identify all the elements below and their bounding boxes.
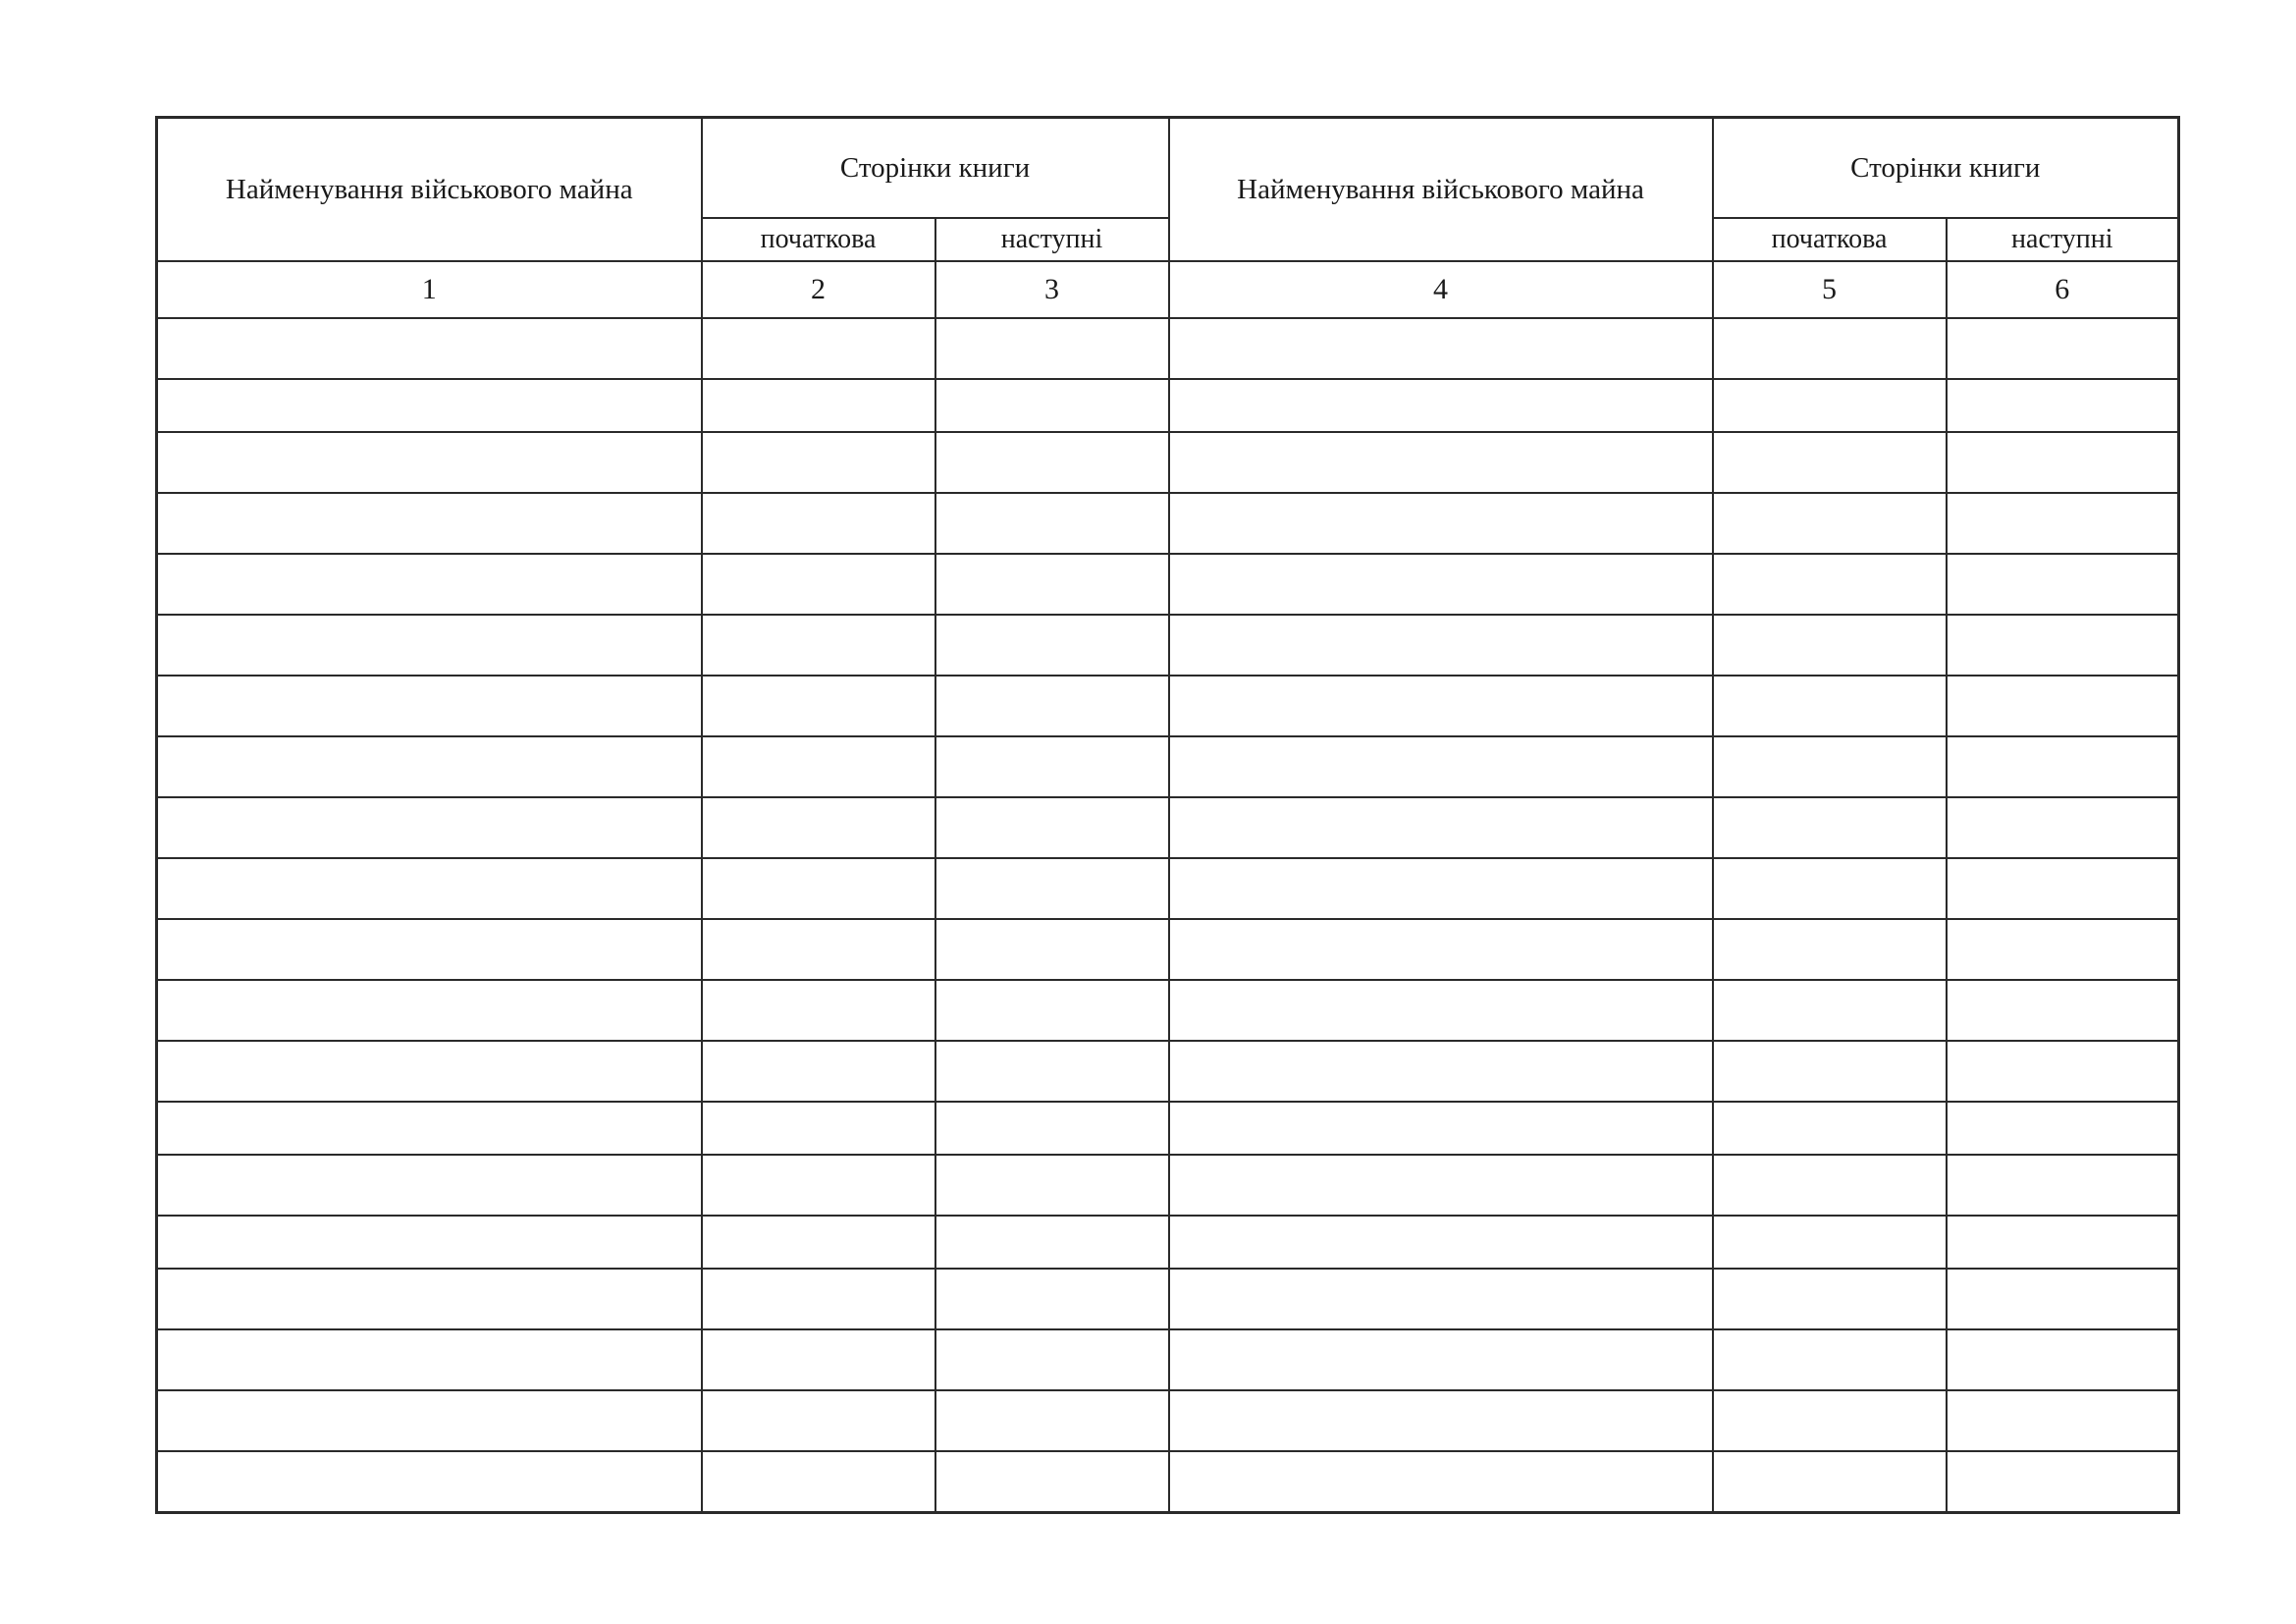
table-cell[interactable] [157,1451,702,1513]
table-cell[interactable] [157,1155,702,1216]
table-cell[interactable] [1169,1390,1713,1451]
table-cell[interactable] [1169,1041,1713,1102]
table-cell[interactable] [1947,1216,2179,1269]
table-cell[interactable] [935,1390,1169,1451]
table-cell[interactable] [935,736,1169,797]
table-cell[interactable] [157,1269,702,1329]
table-cell[interactable] [1947,554,2179,615]
table-cell[interactable] [702,1216,935,1269]
table-cell[interactable] [1713,858,1947,919]
table-cell[interactable] [935,554,1169,615]
column-number: 6 [1947,261,2179,318]
table-cell[interactable] [157,1329,702,1390]
table-cell[interactable] [702,1269,935,1329]
table-cell[interactable] [702,615,935,676]
table-cell[interactable] [1713,797,1947,858]
table-row [157,318,2179,379]
table-cell[interactable] [1713,432,1947,493]
table-cell[interactable] [1169,797,1713,858]
table-cell[interactable] [1713,1390,1947,1451]
table-cell[interactable] [157,736,702,797]
table-row [157,379,2179,432]
table-cell[interactable] [702,676,935,736]
table-cell[interactable] [157,676,702,736]
table-cell[interactable] [702,858,935,919]
table-cell[interactable] [935,318,1169,379]
table-cell[interactable] [702,554,935,615]
table-cell[interactable] [1713,1216,1947,1269]
table-cell[interactable] [702,379,935,432]
header-book-pages-left: Сторінки книги [702,118,1169,219]
table-cell[interactable] [1947,1329,2179,1390]
header-row-main [157,118,2179,219]
table-cell[interactable] [157,1390,702,1451]
table-cell[interactable] [1169,919,1713,980]
table-cell[interactable] [1169,1102,1713,1155]
table-row [157,1329,2179,1390]
table-cell[interactable] [1947,493,2179,554]
header-property-name-right: Найменування військового майна [1169,118,1713,262]
column-number: 1 [157,261,702,318]
column-number: 4 [1169,261,1713,318]
table-cell[interactable] [1169,493,1713,554]
header-next-pages-right: наступні [1947,218,2179,261]
table-cell[interactable] [935,493,1169,554]
table-row [157,1216,2179,1269]
table-cell[interactable] [157,554,702,615]
table-cell[interactable] [935,1102,1169,1155]
table-cell[interactable] [157,980,702,1041]
table-cell[interactable] [1713,676,1947,736]
table-cell[interactable] [1169,858,1713,919]
table-row [157,432,2179,493]
table-cell[interactable] [1713,980,1947,1041]
table-cell[interactable] [935,1329,1169,1390]
table-cell[interactable] [1713,379,1947,432]
table-cell[interactable] [702,1329,935,1390]
table-cell[interactable] [157,615,702,676]
header-next-pages-left: наступні [935,218,1169,261]
table-cell[interactable] [1947,858,2179,919]
table-row [157,615,2179,676]
table-cell[interactable] [1169,676,1713,736]
table-row [157,676,2179,736]
table-cell[interactable] [1947,919,2179,980]
table-cell[interactable] [935,1269,1169,1329]
table-cell[interactable] [1713,1155,1947,1216]
table-row [157,736,2179,797]
table-row [157,1390,2179,1451]
table-cell[interactable] [1947,676,2179,736]
table-row [157,1102,2179,1155]
table-cell[interactable] [935,919,1169,980]
header-initial-page-right: початкова [1713,218,1947,261]
table-cell[interactable] [1713,318,1947,379]
table-cell[interactable] [702,1451,935,1513]
table-cell[interactable] [1713,493,1947,554]
table-cell[interactable] [157,858,702,919]
table-cell[interactable] [1947,797,2179,858]
table-cell[interactable] [702,493,935,554]
table-cell[interactable] [935,379,1169,432]
table-cell[interactable] [1947,318,2179,379]
table-cell[interactable] [157,493,702,554]
table-cell[interactable] [935,980,1169,1041]
table-row [157,980,2179,1041]
table-cell[interactable] [935,797,1169,858]
table-cell[interactable] [1947,1451,2179,1513]
table-cell[interactable] [702,318,935,379]
table-cell[interactable] [1947,980,2179,1041]
table-cell[interactable] [1169,554,1713,615]
table-cell[interactable] [1169,1329,1713,1390]
table-cell[interactable] [1169,379,1713,432]
table-cell[interactable] [1169,980,1713,1041]
table-cell[interactable] [1713,1451,1947,1513]
table-cell[interactable] [935,1155,1169,1216]
table-cell[interactable] [702,1390,935,1451]
table-cell[interactable] [935,432,1169,493]
table-cell[interactable] [1169,736,1713,797]
table-cell[interactable] [702,1155,935,1216]
table-cell[interactable] [1169,318,1713,379]
table-cell[interactable] [935,1216,1169,1269]
table-row [157,1155,2179,1216]
column-number: 2 [702,261,935,318]
table-cell[interactable] [157,379,702,432]
table-cell[interactable] [1947,1390,2179,1451]
property-register-table [155,116,2180,1514]
table-cell[interactable] [1713,1329,1947,1390]
table-cell[interactable] [1169,1269,1713,1329]
table-row [157,1451,2179,1513]
table-row [157,919,2179,980]
column-number-row [157,261,2179,318]
table-cell[interactable] [702,736,935,797]
table-cell[interactable] [935,615,1169,676]
table-cell[interactable] [157,432,702,493]
table-cell[interactable] [1169,615,1713,676]
table-cell[interactable] [157,1216,702,1269]
table-cell[interactable] [157,1102,702,1155]
table-cell[interactable] [1713,615,1947,676]
column-number: 3 [935,261,1169,318]
table-cell[interactable] [702,919,935,980]
table-row [157,1041,2179,1102]
table-cell[interactable] [935,676,1169,736]
table-cell[interactable] [1713,1041,1947,1102]
table-cell[interactable] [1947,1269,2179,1329]
table-row [157,858,2179,919]
table-cell[interactable] [1169,1216,1713,1269]
table-cell[interactable] [1947,1155,2179,1216]
table-cell[interactable] [157,318,702,379]
table-cell[interactable] [1713,1102,1947,1155]
table-cell[interactable] [1947,1041,2179,1102]
table-cell[interactable] [1713,919,1947,980]
table-cell[interactable] [1713,736,1947,797]
table-cell[interactable] [702,1102,935,1155]
table-cell[interactable] [1947,1102,2179,1155]
table-cell[interactable] [702,432,935,493]
table-row [157,554,2179,615]
table-cell[interactable] [1713,1269,1947,1329]
table-cell[interactable] [1169,1451,1713,1513]
table-body [157,318,2179,1513]
table-row [157,797,2179,858]
table-row [157,493,2179,554]
table-cell[interactable] [1169,1155,1713,1216]
table-cell[interactable] [702,797,935,858]
table-cell[interactable] [157,1041,702,1102]
table-cell[interactable] [935,858,1169,919]
table-cell[interactable] [702,980,935,1041]
table-cell[interactable] [935,1041,1169,1102]
table-cell[interactable] [157,797,702,858]
header-initial-page-left: початкова [702,218,935,261]
table-cell[interactable] [1947,736,2179,797]
table-cell[interactable] [1169,432,1713,493]
column-number: 5 [1713,261,1947,318]
table-cell[interactable] [935,1451,1169,1513]
header-book-pages-right: Сторінки книги [1713,118,2179,219]
table-cell[interactable] [1713,554,1947,615]
header-property-name-left: Найменування військового майна [157,118,702,262]
table-cell[interactable] [1947,432,2179,493]
table-row [157,1269,2179,1329]
table-cell[interactable] [1947,615,2179,676]
table-cell[interactable] [702,1041,935,1102]
table-cell[interactable] [1947,379,2179,432]
table-cell[interactable] [157,919,702,980]
